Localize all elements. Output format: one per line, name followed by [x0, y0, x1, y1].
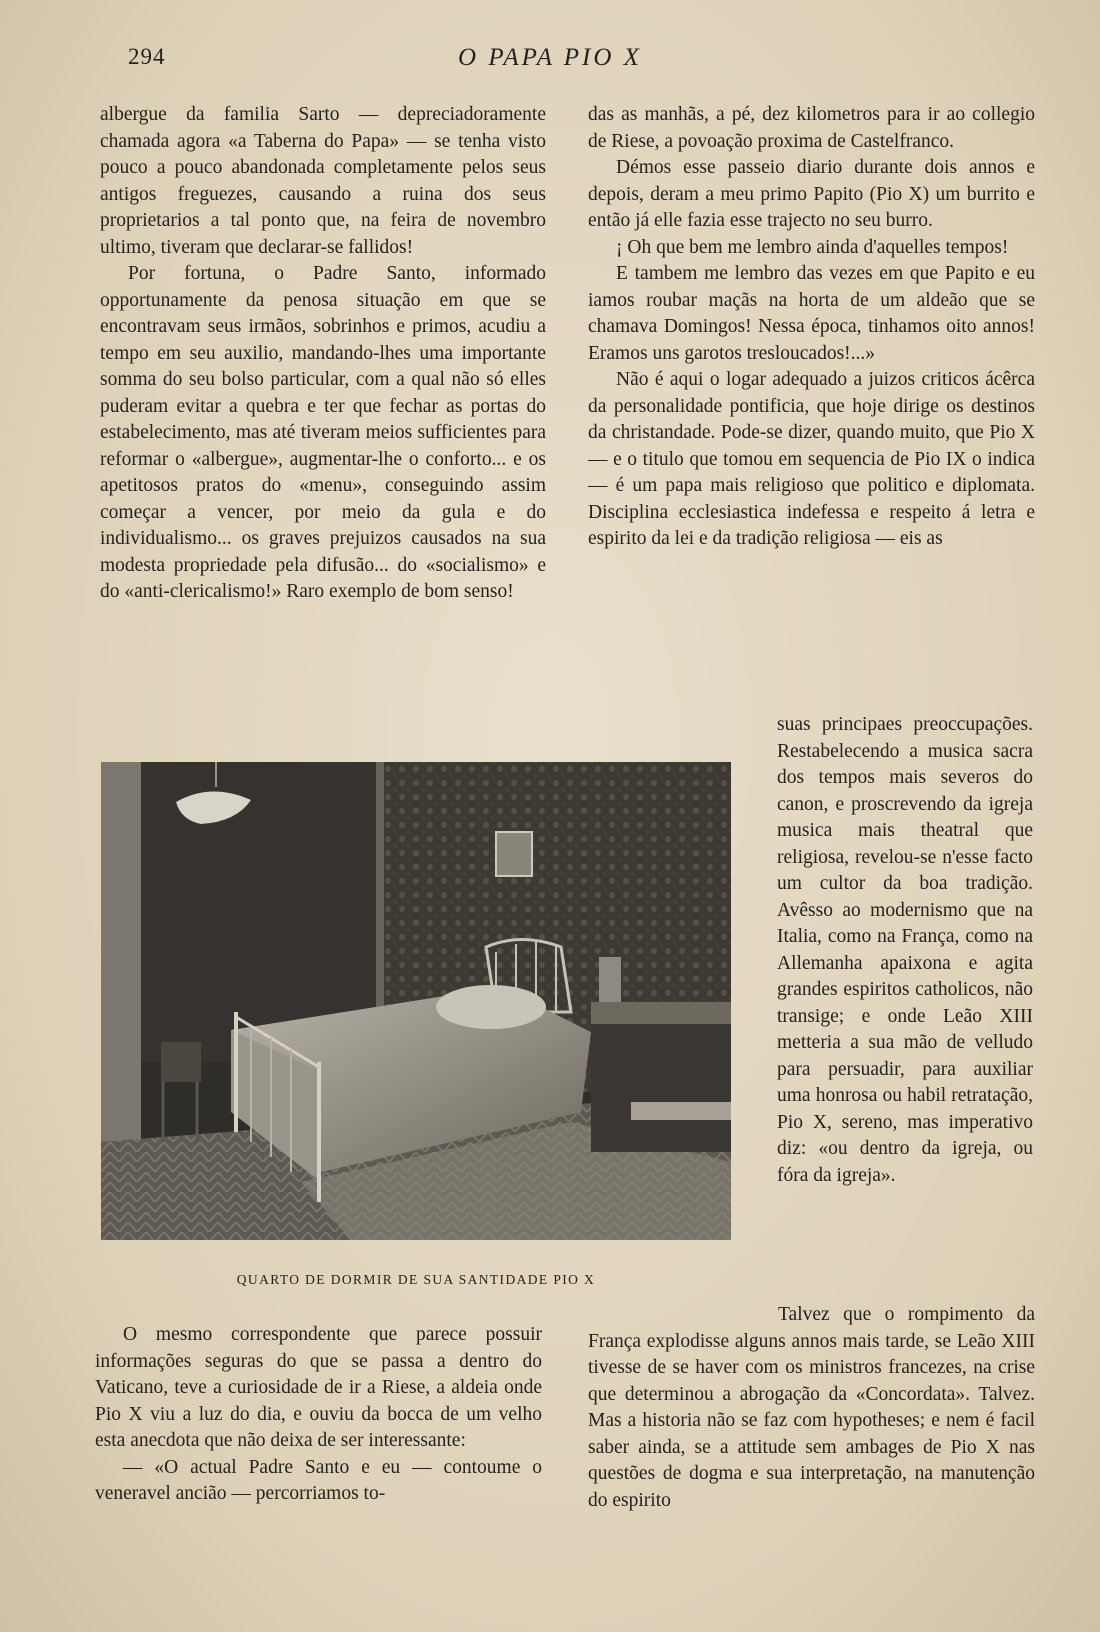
paragraph: albergue da familia Sarto — depreciadoramente chamada agora «a Taberna do Papa» — se tenha visto pouco a pouco abandonada completamente pelos seus antigos freguezes, causando a ruina dos seus proprietarios a tal ponto que, na feira de novembro ultimo, tiveram que declarar-se fallidos!: [100, 104, 546, 258]
left-column-top: [100, 102, 546, 606]
paragraph: Não é aqui o logar adequado a juizos criticos ácêrca da personalidade pontificia, que hoje dirige os destinos da christandade. Pode-se dizer, quando muito, que Pio X — e o titulo que tomou em sequencia de Pio IX o indica — é um papa mais religioso que politico e diplomata. Disciplina ecclesiastica indefessa e respeito á letra e espirito da lei e da tradição religiosa — eis as: [588, 369, 1035, 549]
right-column-wrap-text: [777, 712, 1033, 1189]
paragraph: E tambem me lembro das vezes em que Papito e eu iamos roubar maçãs na horta de um aldeão que se chamava Domingos! Nessa época, tinhamos oito annos! Eramos uns garotos tresloucados!...»: [588, 263, 1035, 364]
photo-caption: QUARTO DE DORMIR DE SUA SANTIDADE PIO X: [236, 1272, 596, 1287]
paragraph: Por fortuna, o Padre Santo, informado opportunamente da penosa situação em que se encontravam seus irmãos, sobrinhos e primos, acudiu a tempo em seu auxilio, mandando-lhes uma importante somma do seu bolso particular, com a qual não só elles puderam evitar a quebra e ter que fechar as portas do estabelecimento, mas até tiveram meios sufficientes para reformar o «albergue», augmentar-lhe o conforto... e os apetitosos pratos do «menu», conseguindo assim começar a vencer, por meio da gula e do individualismo... os graves prejuizos causados na sua modesta propriedade pela difusão... do «socialismo» e do «anti-clericalismo!» Raro exemplo de bom senso!: [100, 263, 546, 602]
paragraph: suas principaes preoccupações. Restabelecendo a musica sacra dos tempos mais severos do canon, e proscrevendo da igreja musica mais theatral que religiosa, revelou-se n'esse facto um cultor da boa tradição. Avêsso ao modernismo que na Italia, como na França, como na Allemanha apaixona e agita grandes espiritos catholicos, não transige; e onde Leão XIII metteria a sua mão de velludo para persuadir, para auxiliar uma honrosa ou habil retratação, Pio X, sereno, mas imperativo diz: «ou dentro da igreja, ou fóra da igreja».: [777, 714, 1033, 1186]
paragraph: das as manhãs, a pé, dez kilometros para ir ao collegio de Riese, a povoação proxima de Castelfranco.: [588, 104, 1035, 152]
paragraph: Démos esse passeio diario durante dois annos e depois, deram a meu primo Papito (Pio X) um burrito e então já elle fazia esse trajecto no seu burro.: [588, 157, 1035, 231]
paragraph: O mesmo correspondente que parece possuir informações seguras do que se passa a dentro do Vaticano, teve a curiosidade de ir a Riese, a aldeia onde Pio X viu a luz do dia, e ouviu da bocca de um velho esta anecdota que não deixa de ser interessante:: [95, 1324, 542, 1451]
paragraph: Talvez que o rompimento da França explodisse alguns annos mais tarde, se Leão XIII tivesse de se haver com os ministros francezes, na crise que determinou a abrogação da «Concordata». Talvez. Mas a historia não se faz com hypotheses; e nem é facil saber ainda, se a attitude sem ambages de Pio X nas questões de dogma e sua interpretação, na manutenção do espirito: [588, 1304, 1035, 1511]
running-head: O PAPA PIO X: [458, 44, 642, 71]
bedroom-illustration: [101, 762, 731, 1240]
right-column-top: [588, 102, 1035, 553]
left-column-bottom: [95, 1322, 542, 1508]
right-column-bottom: [588, 1302, 1035, 1514]
bedroom-photograph: [101, 762, 731, 1240]
paragraph: — «O actual Padre Santo e eu — contoume o veneravel ancião — percorriamos to-: [95, 1456, 542, 1504]
paragraph: ¡ Oh que bem me lembro ainda d'aquelles tempos!: [616, 236, 1009, 258]
page-number: 294: [128, 44, 166, 69]
